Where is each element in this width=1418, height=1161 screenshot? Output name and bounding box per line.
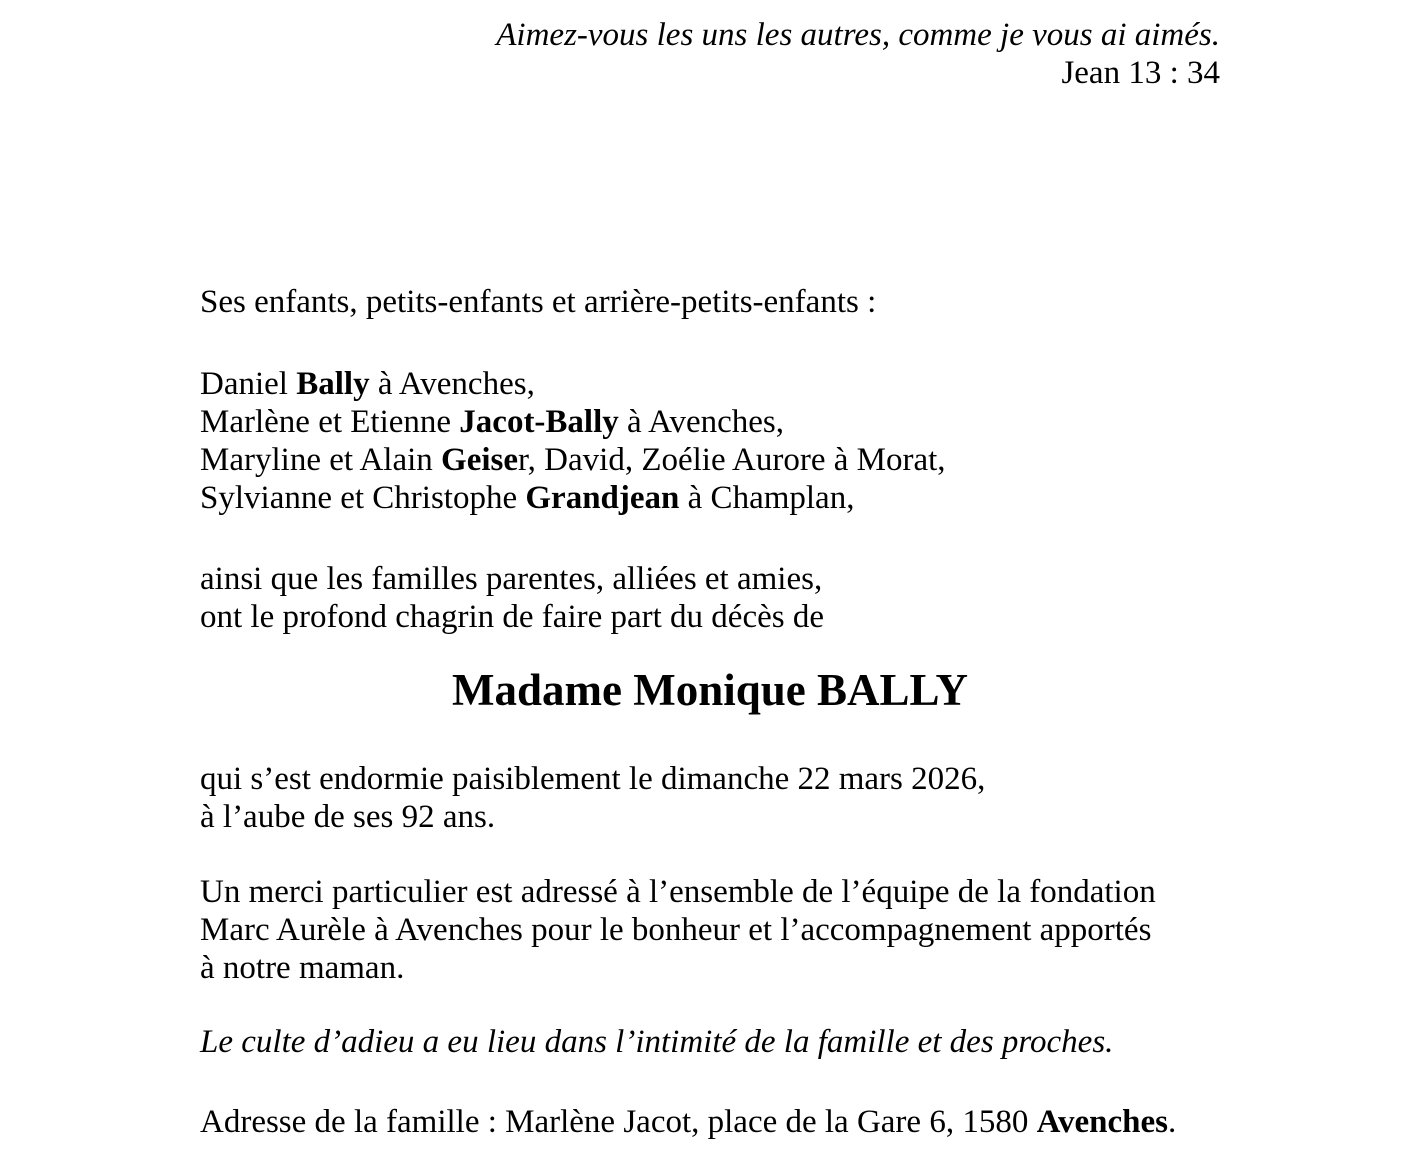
death-details-paragraph [200,760,1220,836]
family-line-marlene [200,403,1220,441]
announcement-line-2: ont le profond chagrin de faire part du décès de [200,599,824,635]
deceased-name-title: Madame Monique BALLY [452,665,968,715]
family-surname: Geise [441,442,519,478]
family-line-post: r, David, Zoélie Aurore à Morat, [518,442,946,478]
family-line-pre: Daniel [200,366,297,402]
thanks-line-3: à notre maman. [200,950,405,986]
thanks-line-2: Marc Aurèle à Avenches pour le bonheur et l’accompagnement apportés [200,912,1152,948]
family-line-pre: Sylvianne et Christophe [200,480,526,516]
death-line-1: qui s’est endormie paisiblement le dimanche 22 mars 2026, [200,761,986,797]
scripture-quote [200,16,1220,92]
address-pre: Adresse de la famille : Marlène Jacot, place de la Gare 6, 1580 [200,1104,1037,1140]
family-address-line [200,1103,1220,1141]
address-city: Avenches [1036,1104,1168,1140]
family-line-maryline [200,441,1220,479]
family-surname: Bally [296,366,370,402]
family-line-pre: Marlène et Etienne [200,404,460,440]
family-names-list [200,365,1220,517]
announcement-paragraph [200,560,1220,636]
family-line-post: à Champlan, [679,480,855,516]
address-post: . [1167,1104,1177,1140]
death-line-2: à l’aube de ses 92 ans. [200,799,496,835]
recipients-intro: Ses enfants, petits-enfants et arrière-petits-enfants : [200,284,877,320]
family-line-sylvianne [200,479,1220,517]
quote-reference: Jean 13 : 34 [1061,55,1220,91]
family-surname: Jacot-Bally [459,404,619,440]
thanks-paragraph [200,873,1220,987]
farewell-notice: Le culte d’adieu a eu lieu dans l’intimité de la famille et des proches. [200,1024,1114,1060]
family-surname: Grandjean [525,480,680,516]
announcement-line-1: ainsi que les familles parentes, alliées et amies, [200,561,823,597]
family-line-post: à Avenches, [618,404,785,440]
thanks-line-1: Un merci particulier est adressé à l’ensemble de l’équipe de la fondation [200,874,1156,910]
family-line-pre: Maryline et Alain [200,442,442,478]
family-line-daniel [200,365,1220,403]
quote-text: Aimez-vous les uns les autres, comme je vous ai aimés. [496,17,1220,53]
family-line-post: à Avenches, [369,366,535,402]
